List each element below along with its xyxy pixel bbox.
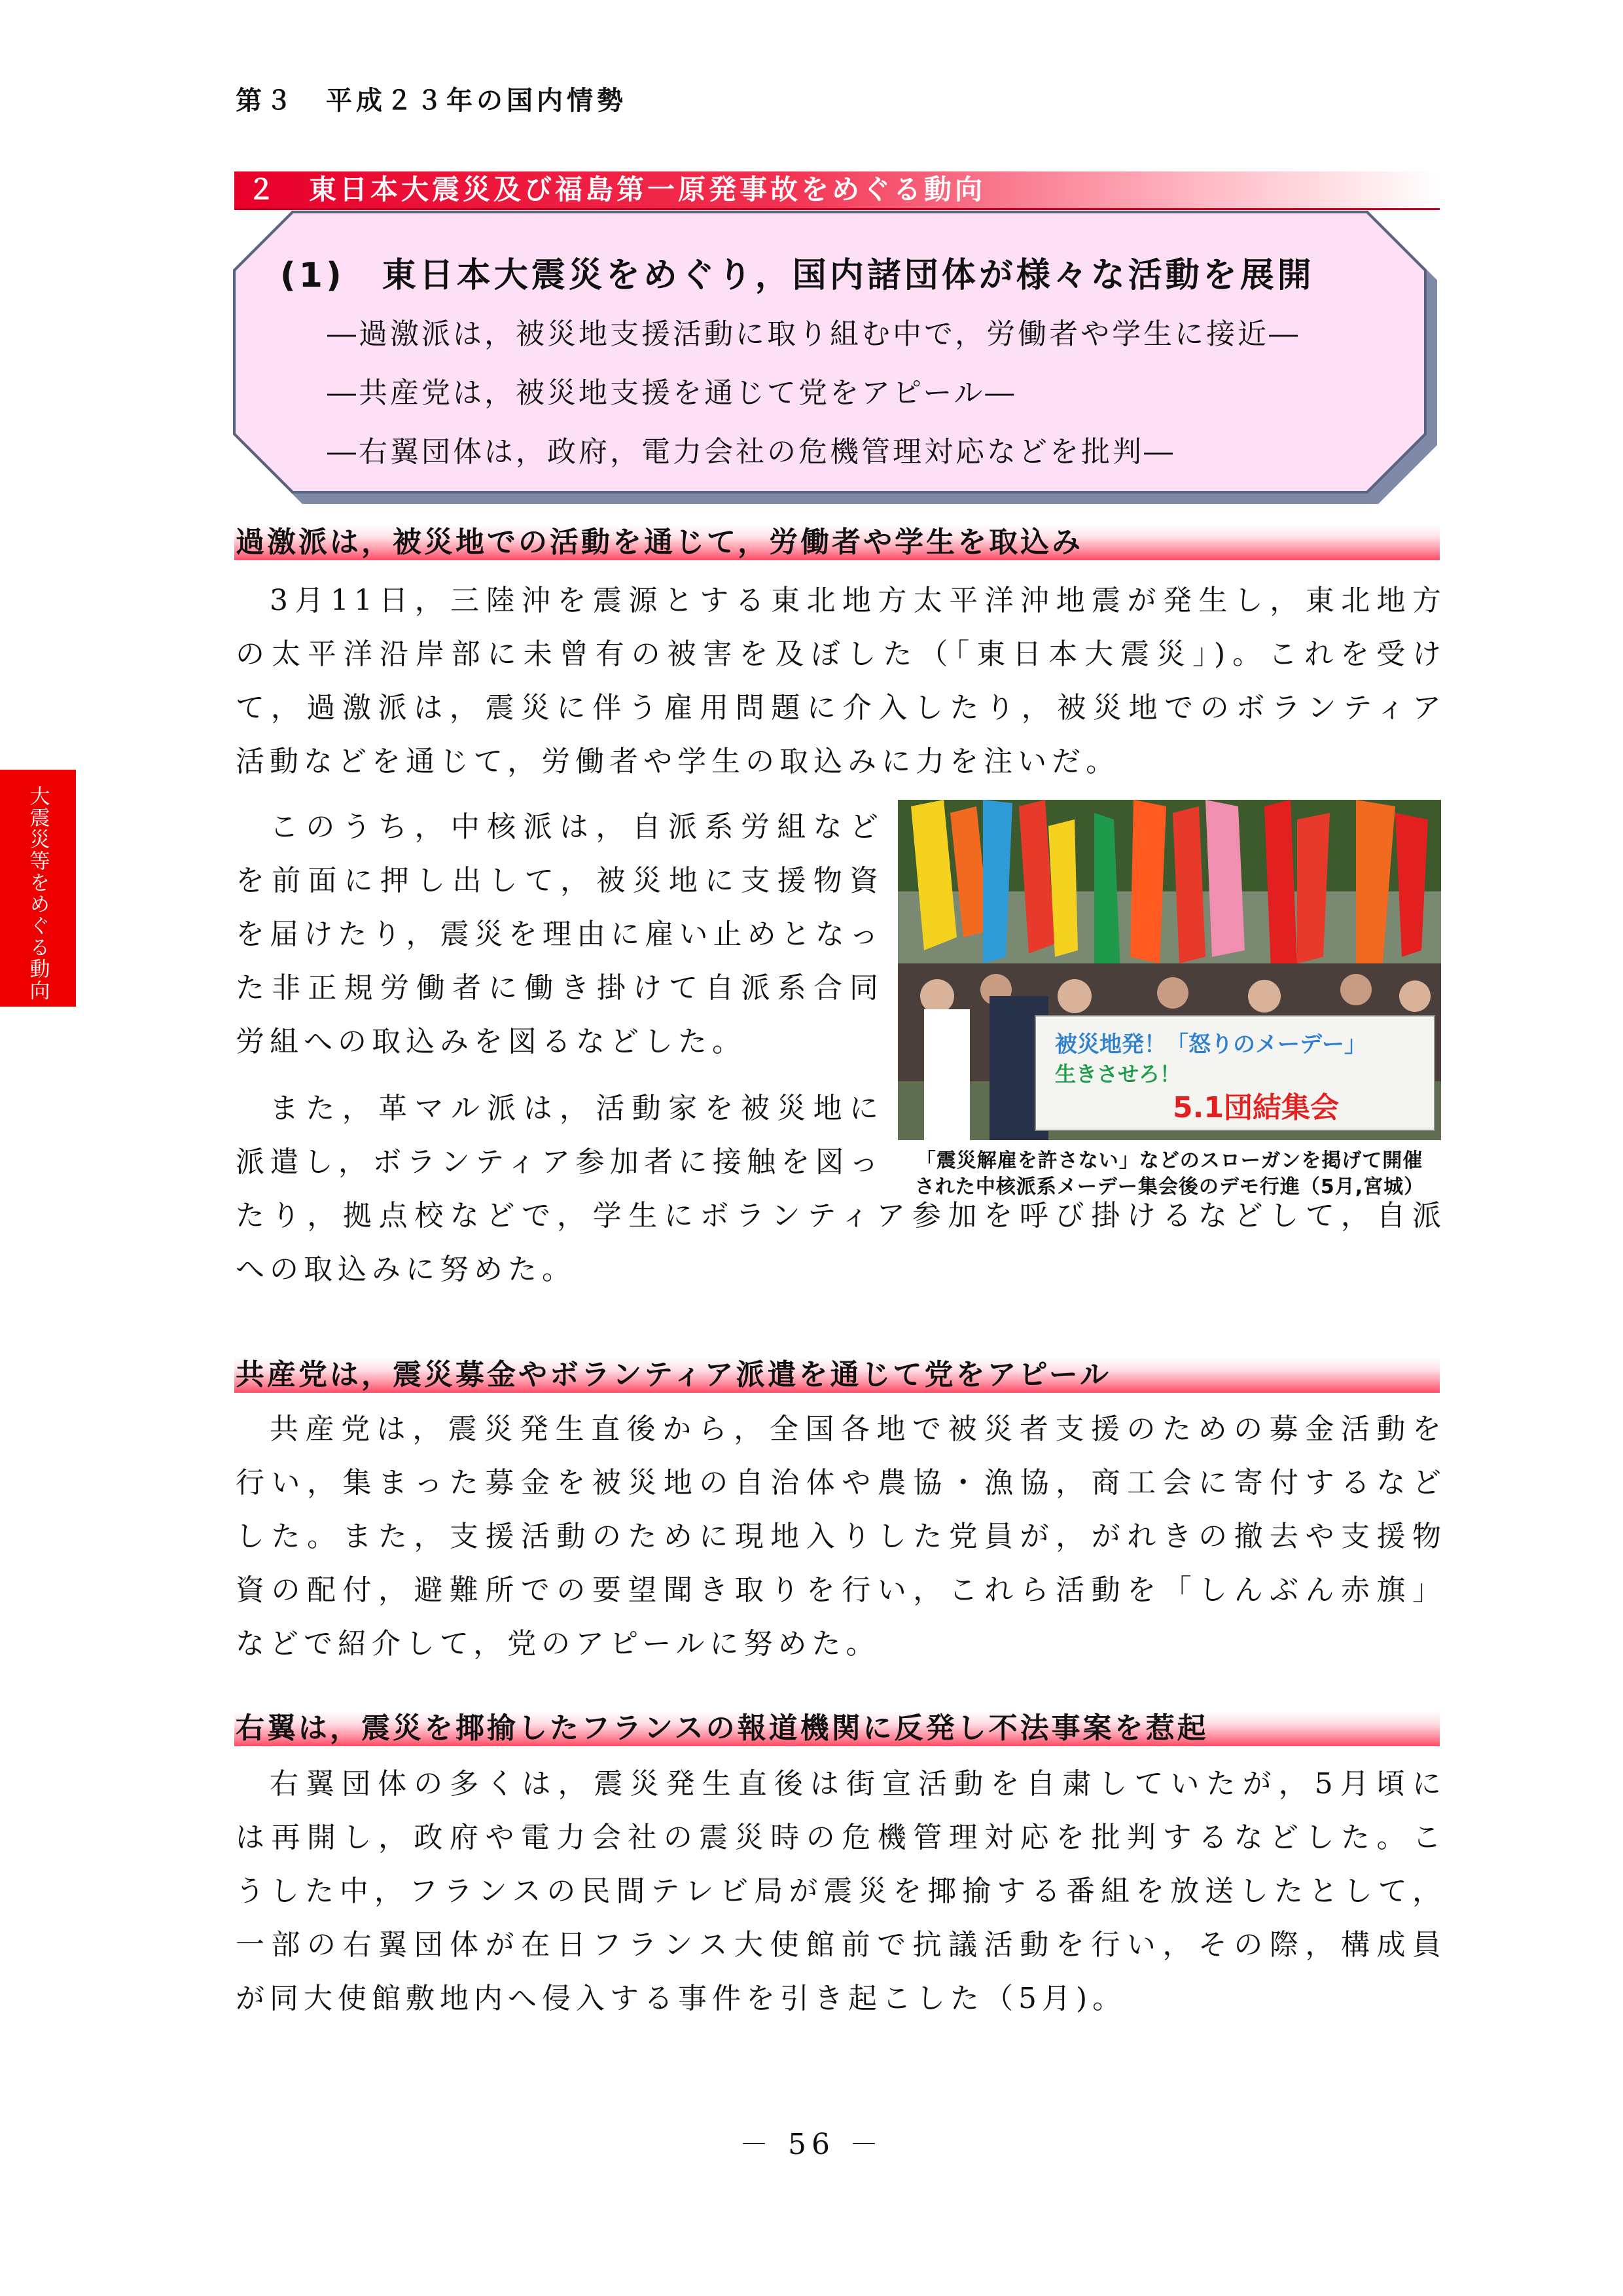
body-line: 資の配付，避難所での要望聞き取りを行い，これら活動を「しんぶん赤旗」 (236, 1573, 1446, 1607)
body-line: を前面に押し出して，被災地に支援物資 (236, 864, 883, 897)
body-line: また，革マル派は，活動家を被災地に (270, 1092, 883, 1125)
body-line: た非正規労働者に働き掛けて自派系合同 (236, 971, 883, 1005)
body-line: 派遣し，ボランティア参加者に接触を図っ (236, 1145, 883, 1179)
body-line: が同大使館敷地内へ侵入する事件を引き起こした（5月)。 (236, 1982, 1127, 2015)
body-line: 右翼団体の多くは，震災発生直後は街宣活動を自粛していたが，5月頃に (270, 1767, 1446, 1801)
banner-line-1: 被災地発！「怒りのメーデー」 (1055, 1031, 1366, 1058)
body-line: への取込みに努めた。 (236, 1253, 576, 1286)
body-line: を届けたり，震災を理由に雇い止めとなっ (236, 918, 883, 951)
body-line: て，過激派は，震災に伴う雇用問題に介入したり，被災地でのボランティア (236, 691, 1446, 725)
subsection-heading: 右翼は，震災を揶揄したフランスの報道機関に反発し不法事案を惹起 (236, 1712, 1209, 1745)
subsection-heading: 過激派は，被災地での活動を通じて，労働者や学生を取込み (236, 526, 1084, 559)
summary-subtitle: ―右翼団体は，政府，電力会社の危機管理対応などを批判― (327, 435, 1175, 469)
body-line: このうち，中核派は，自派系労組など (270, 810, 883, 844)
body-line: たり，拠点校などで，学生にボランティア参加を呼び掛けるなどして，自派 (236, 1199, 1446, 1232)
body-line: の太平洋沿岸部に未曾有の被害を及ぼした（「東日本大震災」)。これを受け (236, 637, 1446, 671)
body-line: 3月11日，三陸沖を震源とする東北地方太平洋沖地震が発生し，東北地方 (270, 584, 1446, 617)
body-line: などで紹介して，党のアピールに努めた。 (236, 1627, 880, 1660)
body-line: 活動などを通じて，労働者や学生の取込みに力を注いだ。 (236, 745, 1120, 778)
demonstration-photo (898, 800, 1441, 1140)
side-index-label: 大震災等をめぐる動向 (26, 785, 50, 1001)
section-title: ２ 東日本大震災及び福島第一原発事故をめぐる動向 (247, 173, 986, 206)
photo-illustration (898, 800, 1441, 1140)
photo-caption-line: 「震災解雇を許さない」などのスローガンを掲げて開催 (916, 1149, 1423, 1172)
body-line: 行い，集まった募金を被災地の自治体や農協・漁協，商工会に寄付するなど (236, 1466, 1446, 1499)
subsection-heading: 共産党は，震災募金やボランティア派遣を通じて党をアピール (236, 1358, 1111, 1391)
banner-line-2: 生きさせろ！ (1055, 1062, 1181, 1086)
page-number: － 56 － (740, 2128, 883, 2161)
summary-subtitle: ―過激派は，被災地支援活動に取り組む中で，労働者や学生に接近― (327, 317, 1301, 351)
body-line: 共産党は，震災発生直後から，全国各地で被災者支援のための募金活動を (270, 1412, 1446, 1446)
photo-caption-line: された中核派系メーデー集会後のデモ行進（5月,宮城） (914, 1175, 1425, 1198)
body-line: 一部の右翼団体が在日フランス大使館前で抗議活動を行い，その際，構成員 (236, 1928, 1446, 1962)
banner-line-3: 5.1団結集会 (1173, 1091, 1339, 1124)
chapter-heading: 第３ 平成２３年の国内情勢 (236, 86, 627, 116)
body-line: うした中，フランスの民間テレビ局が震災を揶揄する番組を放送したとして， (236, 1874, 1446, 1908)
body-line: した。また，支援活動のために現地入りした党員が，がれきの撤去や支援物 (236, 1520, 1446, 1553)
summary-box-title: (1) 東日本大震災をめぐり，国内諸団体が様々な活動を展開 (280, 256, 1315, 295)
photo-caption (898, 1148, 1441, 1200)
body-line: は再開し，政府や電力会社の震災時の危機管理対応を批判するなどした。こ (236, 1821, 1446, 1854)
body-line: 労組への取込みを図るなどした。 (236, 1025, 746, 1058)
summary-subtitle: ―共産党は，被災地支援を通じて党をアピール― (327, 376, 1017, 410)
